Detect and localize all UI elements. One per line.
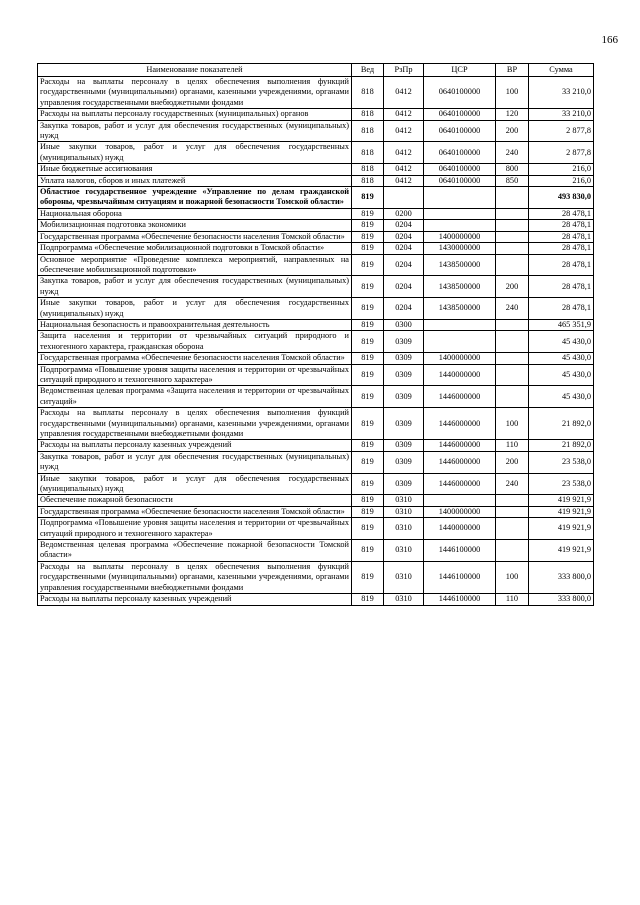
cell-rzpr: 0309: [384, 473, 424, 495]
cell-csr: 1446000000: [424, 386, 496, 408]
cell-ved: 819: [352, 276, 384, 298]
cell-rzpr: 0309: [384, 386, 424, 408]
cell-csr: [424, 319, 496, 330]
cell-name: Расходы на выплаты персоналу казенных учреждений: [38, 594, 352, 605]
cell-ved: 819: [352, 473, 384, 495]
table-row: [38, 353, 594, 364]
cell-ved: 818: [352, 164, 384, 175]
cell-vr: 850: [496, 175, 529, 186]
table-row: [38, 175, 594, 186]
cell-sum: 45 430,0: [529, 386, 594, 408]
cell-rzpr: 0310: [384, 540, 424, 562]
cell-rzpr: 0412: [384, 142, 424, 164]
budget-table: [37, 63, 594, 606]
table-row: [38, 298, 594, 320]
table-row: [38, 243, 594, 254]
table-row: [38, 187, 594, 209]
cell-ved: 818: [352, 77, 384, 109]
header-sum: Сумма: [529, 64, 594, 77]
cell-name: Областное государственное учреждение «Управление по делам гражданской обороны, чрезвычайным ситуациям и пожарной безопасности Томской области»: [38, 187, 352, 209]
table-row: [38, 440, 594, 451]
cell-ved: 819: [352, 208, 384, 219]
cell-vr: [496, 220, 529, 231]
cell-sum: 419 921,9: [529, 506, 594, 517]
cell-rzpr: 0310: [384, 518, 424, 540]
cell-ved: 819: [352, 254, 384, 276]
cell-vr: [496, 243, 529, 254]
cell-csr: 0640100000: [424, 109, 496, 120]
table-row: [38, 254, 594, 276]
cell-name: Расходы на выплаты персоналу в целях обеспечения выполнения функций государственными (муниципальными) органами, казенными учреждениями, органами управления государственными внебюджетными фондами: [38, 77, 352, 109]
cell-rzpr: 0310: [384, 495, 424, 506]
cell-sum: 23 538,0: [529, 473, 594, 495]
cell-name: Расходы на выплаты персоналу государственных (муниципальных) органов: [38, 109, 352, 120]
cell-rzpr: 0412: [384, 164, 424, 175]
cell-rzpr: 0200: [384, 208, 424, 219]
cell-sum: 23 538,0: [529, 451, 594, 473]
cell-vr: [496, 208, 529, 219]
cell-name: Мобилизационная подготовка экономики: [38, 220, 352, 231]
cell-csr: 1446100000: [424, 561, 496, 593]
cell-ved: 819: [352, 561, 384, 593]
cell-ved: 818: [352, 109, 384, 120]
table-row: [38, 231, 594, 242]
cell-ved: 819: [352, 353, 384, 364]
cell-csr: [424, 208, 496, 219]
page-number: 166: [601, 34, 618, 46]
cell-vr: 100: [496, 561, 529, 593]
cell-vr: 100: [496, 77, 529, 109]
cell-sum: 45 430,0: [529, 364, 594, 386]
table-row: [38, 386, 594, 408]
cell-name: Государственная программа «Обеспечение безопасности населения Томской области»: [38, 353, 352, 364]
cell-rzpr: 0310: [384, 561, 424, 593]
table-row: [38, 164, 594, 175]
cell-name: Национальная оборона: [38, 208, 352, 219]
cell-ved: 819: [352, 319, 384, 330]
cell-rzpr: 0309: [384, 408, 424, 440]
cell-ved: 818: [352, 120, 384, 142]
cell-vr: [496, 386, 529, 408]
cell-sum: 419 921,9: [529, 540, 594, 562]
cell-name: Закупка товаров, работ и услуг для обеспечения государственных (муниципальных) нужд: [38, 120, 352, 142]
cell-sum: 28 478,1: [529, 231, 594, 242]
cell-name: Подпрограмма «Повышение уровня защиты населения и территории от чрезвычайных ситуаций природного и техногенного характера»: [38, 518, 352, 540]
cell-rzpr: 0204: [384, 243, 424, 254]
cell-name: Закупка товаров, работ и услуг для обеспечения государственных (муниципальных) нужд: [38, 451, 352, 473]
table-row: [38, 77, 594, 109]
cell-rzpr: 0309: [384, 364, 424, 386]
cell-vr: [496, 506, 529, 517]
table-row: [38, 364, 594, 386]
cell-name: Иные закупки товаров, работ и услуг для обеспечения государственных (муниципальных) нужд: [38, 298, 352, 320]
cell-sum: 216,0: [529, 164, 594, 175]
table-row: [38, 561, 594, 593]
cell-sum: 33 210,0: [529, 109, 594, 120]
cell-name: Подпрограмма «Обеспечение мобилизационной подготовки в Томской области»: [38, 243, 352, 254]
cell-ved: 819: [352, 440, 384, 451]
cell-sum: 28 478,1: [529, 243, 594, 254]
cell-rzpr: 0412: [384, 175, 424, 186]
cell-vr: 200: [496, 451, 529, 473]
cell-name: Закупка товаров, работ и услуг для обеспечения государственных (муниципальных) нужд: [38, 276, 352, 298]
cell-csr: 0640100000: [424, 120, 496, 142]
cell-vr: [496, 353, 529, 364]
cell-sum: 45 430,0: [529, 331, 594, 353]
table-row: [38, 408, 594, 440]
cell-sum: 28 478,1: [529, 276, 594, 298]
cell-rzpr: 0309: [384, 331, 424, 353]
cell-sum: 21 892,0: [529, 440, 594, 451]
cell-ved: 818: [352, 175, 384, 186]
cell-ved: 819: [352, 187, 384, 209]
cell-csr: [424, 331, 496, 353]
cell-sum: 33 210,0: [529, 77, 594, 109]
cell-name: Государственная программа «Обеспечение безопасности населения Томской области»: [38, 231, 352, 242]
cell-name: Расходы на выплаты персоналу в целях обеспечения выполнения функций государственными (муниципальными) органами, казенными учреждениями, органами управления государственными внебюджетными фондами: [38, 561, 352, 593]
cell-rzpr: 0412: [384, 77, 424, 109]
cell-ved: 819: [352, 594, 384, 605]
cell-name: Расходы на выплаты персоналу казенных учреждений: [38, 440, 352, 451]
table-row: [38, 451, 594, 473]
cell-sum: 21 892,0: [529, 408, 594, 440]
cell-csr: 1400000000: [424, 506, 496, 517]
cell-name: Национальная безопасность и правоохранительная деятельность: [38, 319, 352, 330]
cell-vr: [496, 254, 529, 276]
cell-name: Уплата налогов, сборов и иных платежей: [38, 175, 352, 186]
cell-sum: 2 877,8: [529, 142, 594, 164]
cell-csr: 1446000000: [424, 440, 496, 451]
table-row: [38, 518, 594, 540]
table-row: [38, 220, 594, 231]
cell-csr: 1400000000: [424, 231, 496, 242]
cell-csr: 1446100000: [424, 540, 496, 562]
table-header-row: [38, 64, 594, 77]
cell-vr: 240: [496, 298, 529, 320]
cell-rzpr: 0204: [384, 231, 424, 242]
header-ved: Вед: [352, 64, 384, 77]
cell-name: Ведомственная целевая программа «Защита населения и территории от чрезвычайных ситуаций»: [38, 386, 352, 408]
cell-csr: 1438500000: [424, 254, 496, 276]
cell-ved: 819: [352, 231, 384, 242]
cell-name: Ведомственная целевая программа «Обеспечение пожарной безопасности Томской области»: [38, 540, 352, 562]
cell-name: Обеспечение пожарной безопасности: [38, 495, 352, 506]
cell-name: Иные закупки товаров, работ и услуг для обеспечения государственных (муниципальных) нужд: [38, 473, 352, 495]
cell-ved: 819: [352, 220, 384, 231]
cell-name: Основное мероприятие «Проведение комплекса мероприятий, направленных на обеспечение мобилизационной подготовки»: [38, 254, 352, 276]
cell-ved: 819: [352, 451, 384, 473]
cell-csr: 1446000000: [424, 408, 496, 440]
header-name: Наименование показателей: [38, 64, 352, 77]
cell-vr: [496, 495, 529, 506]
cell-sum: 216,0: [529, 175, 594, 186]
cell-ved: 819: [352, 408, 384, 440]
cell-csr: 1430000000: [424, 243, 496, 254]
cell-vr: [496, 187, 529, 209]
cell-vr: 240: [496, 142, 529, 164]
cell-vr: 200: [496, 276, 529, 298]
cell-csr: 0640100000: [424, 77, 496, 109]
cell-name: Иные закупки товаров, работ и услуг для обеспечения государственных (муниципальных) нужд: [38, 142, 352, 164]
cell-ved: 819: [352, 298, 384, 320]
cell-csr: [424, 220, 496, 231]
header-csr: ЦСР: [424, 64, 496, 77]
header-rzpr: РзПр: [384, 64, 424, 77]
cell-ved: 819: [352, 506, 384, 517]
cell-sum: 2 877,8: [529, 120, 594, 142]
cell-ved: 819: [352, 243, 384, 254]
cell-rzpr: 0412: [384, 109, 424, 120]
cell-sum: 333 800,0: [529, 594, 594, 605]
cell-rzpr: 0412: [384, 120, 424, 142]
cell-vr: 240: [496, 473, 529, 495]
cell-name: Государственная программа «Обеспечение безопасности населения Томской области»: [38, 506, 352, 517]
cell-rzpr: 0310: [384, 594, 424, 605]
cell-sum: 333 800,0: [529, 561, 594, 593]
cell-rzpr: 0204: [384, 276, 424, 298]
cell-csr: 1446000000: [424, 451, 496, 473]
cell-vr: 100: [496, 408, 529, 440]
cell-csr: [424, 495, 496, 506]
cell-rzpr: 0204: [384, 254, 424, 276]
cell-rzpr: [384, 187, 424, 209]
cell-rzpr: 0204: [384, 298, 424, 320]
table-row: [38, 276, 594, 298]
cell-name: Подпрограмма «Повышение уровня защиты населения и территории от чрезвычайных ситуаций природного и техногенного характера»: [38, 364, 352, 386]
table-row: [38, 506, 594, 517]
cell-csr: 1438500000: [424, 298, 496, 320]
cell-csr: 0640100000: [424, 175, 496, 186]
cell-csr: 1440000000: [424, 518, 496, 540]
header-vr: ВР: [496, 64, 529, 77]
table-row: [38, 495, 594, 506]
table-row: [38, 331, 594, 353]
cell-sum: 493 830,0: [529, 187, 594, 209]
cell-name: Иные бюджетные ассигнования: [38, 164, 352, 175]
cell-sum: 28 478,1: [529, 208, 594, 219]
cell-csr: 0640100000: [424, 164, 496, 175]
cell-csr: 1446100000: [424, 594, 496, 605]
cell-vr: 800: [496, 164, 529, 175]
cell-vr: 110: [496, 440, 529, 451]
cell-csr: 1446000000: [424, 473, 496, 495]
cell-vr: [496, 518, 529, 540]
cell-rzpr: 0309: [384, 451, 424, 473]
cell-sum: 28 478,1: [529, 298, 594, 320]
cell-vr: [496, 231, 529, 242]
table-row: [38, 142, 594, 164]
cell-ved: 819: [352, 364, 384, 386]
cell-vr: 120: [496, 109, 529, 120]
cell-csr: 1400000000: [424, 353, 496, 364]
table-row: [38, 473, 594, 495]
cell-vr: [496, 364, 529, 386]
cell-sum: 465 351,9: [529, 319, 594, 330]
table-row: [38, 594, 594, 605]
cell-rzpr: 0300: [384, 319, 424, 330]
table-row: [38, 109, 594, 120]
cell-csr: 1440000000: [424, 364, 496, 386]
cell-vr: [496, 331, 529, 353]
cell-vr: 200: [496, 120, 529, 142]
cell-sum: 419 921,9: [529, 495, 594, 506]
cell-csr: 1438500000: [424, 276, 496, 298]
cell-name: Расходы на выплаты персоналу в целях обеспечения выполнения функций государственными (муниципальными) органами, казенными учреждениями, органами управления государственными внебюджетными фондами: [38, 408, 352, 440]
cell-sum: 28 478,1: [529, 220, 594, 231]
table-row: [38, 208, 594, 219]
cell-ved: 819: [352, 386, 384, 408]
cell-sum: 45 430,0: [529, 353, 594, 364]
cell-vr: 110: [496, 594, 529, 605]
cell-ved: 819: [352, 540, 384, 562]
table-row: [38, 540, 594, 562]
cell-ved: 819: [352, 495, 384, 506]
cell-rzpr: 0309: [384, 353, 424, 364]
cell-ved: 819: [352, 518, 384, 540]
cell-sum: 419 921,9: [529, 518, 594, 540]
cell-rzpr: 0309: [384, 440, 424, 451]
cell-rzpr: 0204: [384, 220, 424, 231]
cell-sum: 28 478,1: [529, 254, 594, 276]
cell-vr: [496, 540, 529, 562]
table-row: [38, 120, 594, 142]
cell-rzpr: 0310: [384, 506, 424, 517]
cell-ved: 818: [352, 142, 384, 164]
cell-csr: [424, 187, 496, 209]
cell-vr: [496, 319, 529, 330]
cell-ved: 819: [352, 331, 384, 353]
cell-name: Защита населения и территории от чрезвычайных ситуаций природного и техногенного характера, гражданская оборона: [38, 331, 352, 353]
table-row: [38, 319, 594, 330]
cell-csr: 0640100000: [424, 142, 496, 164]
